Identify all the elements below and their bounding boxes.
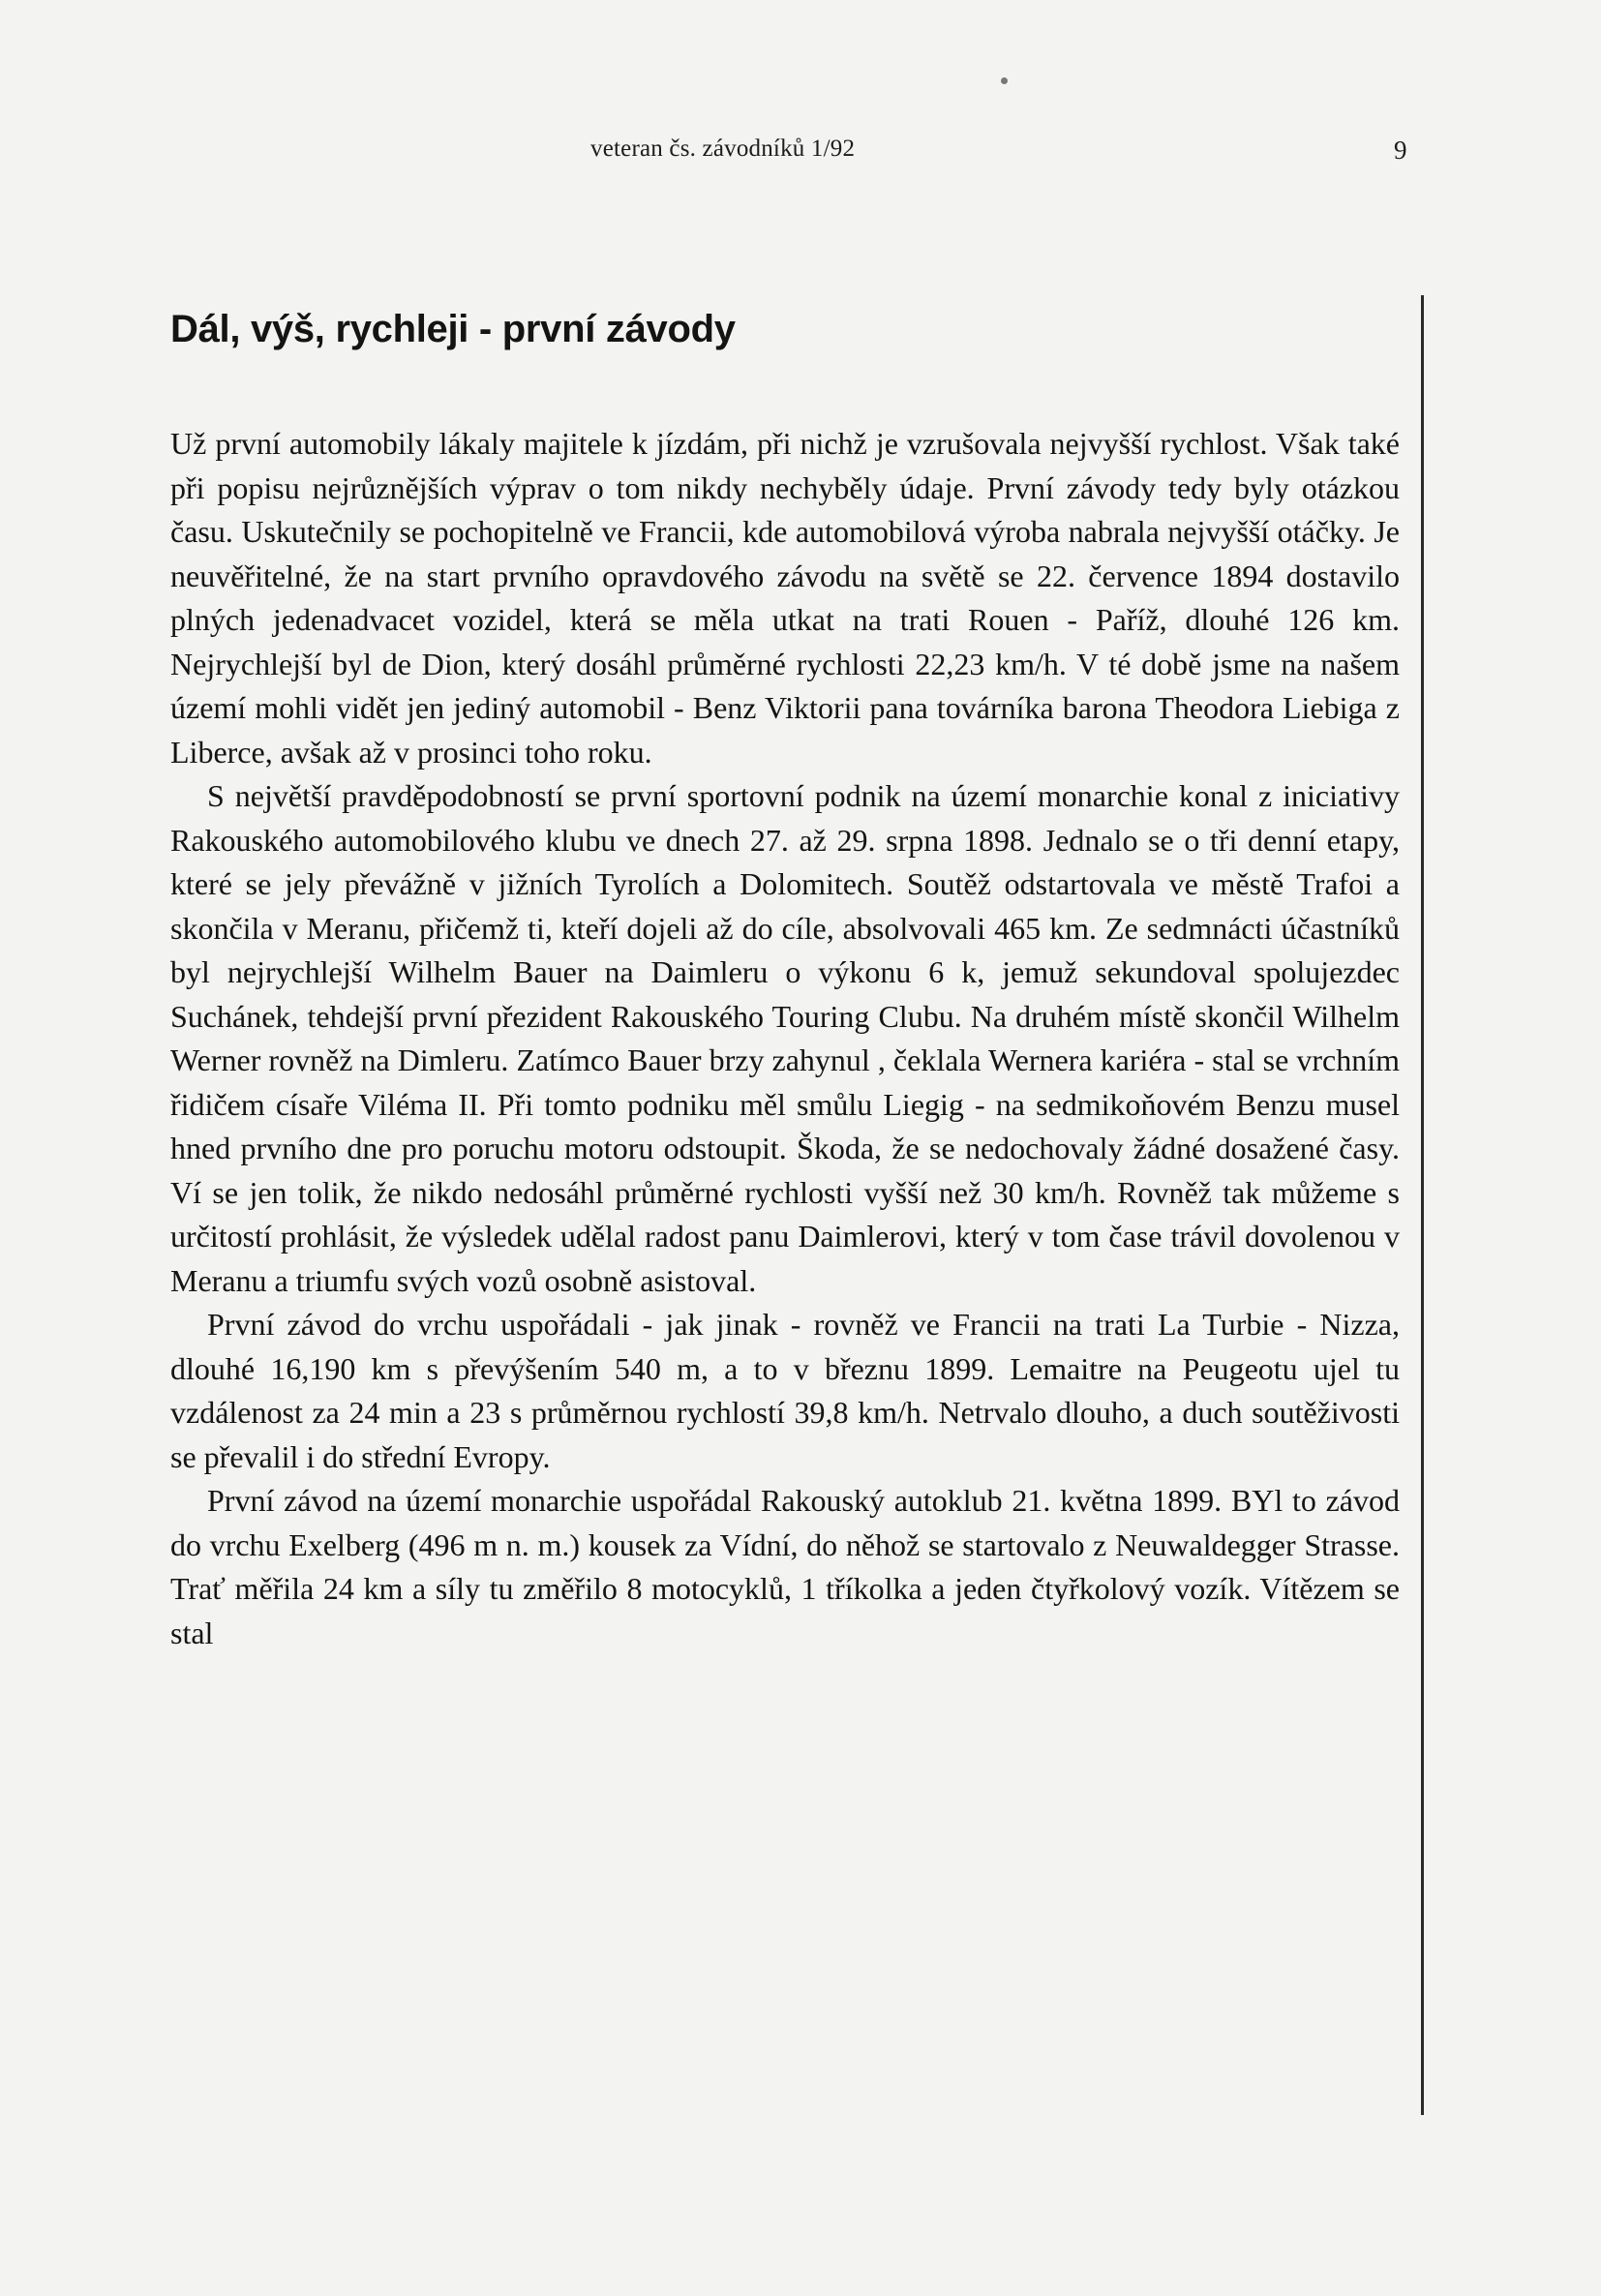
article-body [170,422,1400,1655]
page-number: 9 [1394,136,1407,165]
paragraph: Už první automobily lákaly majitele k jízdám, při nichž je vzrušovala nejvyšší rychlost. Však také při popisu nejrůznějších výprav o tom nikdy nechyběly údaje. První závody tedy byly otázkou času. Uskutečnily se pochopitelně ve Francii, kde automobilová výroba nabrala nejvyšší otáčky. Je neuvěřitelné, že na start prvního opravdového závodu na světě se 22. července 1894 dostavilo plných jedenadvacet vozidel, která se měla utkat na trati Rouen - Paříž, dlouhé 126 km. Nejrychlejší byl de Dion, který dosáhl průměrné rychlosti 22,23 km/h. V té době jsme na našem území mohli vidět jen jediný automobil - Benz Viktorii pana továrníka barona Theodora Liebiga z Liberce, avšak až v prosinci toho roku. [170,426,1400,770]
article-title: Dál, výš, rychleji - první závody [170,308,736,350]
scan-speck [1001,77,1008,84]
margin-rule [1421,295,1424,2115]
paragraph: První závod na území monarchie uspořádal Rakouský autoklub 21. května 1899. BYl to závod do vrchu Exelberg (496 m n. m.) kousek za Vídní, do něhož se startovalo z Neuwaldegger Strasse. Trať měřila 24 km a síly tu změřilo 8 motocyklů, 1 tříkolka a jeden čtyřkolový vozík. Vítězem se stal [170,1483,1400,1650]
paragraph: S největší pravděpodobností se první sportovní podnik na území monarchie konal z iniciativy Rakouského automobilového klubu ve dnech 27. až 29. srpna 1898. Jednalo se o tři denní etapy, které se jely převážně v jižních Tyrolích a Dolomitech. Soutěž odstartovala ve městě Trafoi a skončila v Meranu, přičemž ti, kteří dojeli až do cíle, absolvovali 465 km. Ze sedmnácti účastníků byl nejrychlejší Wilhelm Bauer na Daimleru o výkonu 6 k, jemuž sekundoval spolujezdec Suchánek, tehdejší první přezident Rakouského Touring Clubu. Na druhém místě skončil Wilhelm Werner rovněž na Dimleru. Zatímco Bauer brzy zahynul , čeklala Wernera kariéra - stal se vrchním řidičem císaře Viléma II. Při tomto podniku měl smůlu Liegig - na sedmikoňovém Benzu musel hned prvního dne pro poruchu motoru odstoupit. Škoda, že se nedochovaly žádné dosažené časy. Ví se jen tolik, že nikdo nedosáhl průměrné rychlosti vyšší než 30 km/h. Rovněž tak můžeme s určitostí prohlásit, že výsledek udělal radost panu Daimlerovi, který v tom čase trávil dovolenou v Meranu a triumfu svých vozů osobně asistoval. [170,778,1400,1298]
paragraph: První závod do vrchu uspořádali - jak jinak - rovněž ve Francii na trati La Turbie - Nizza, dlouhé 16,190 km s převýšením 540 m, a to v březnu 1899. Lemaitre na Peugeotu ujel tu vzdálenost za 24 min a 23 s průměrnou rychlostí 39,8 km/h. Netrvalo dlouho, a duch soutěživosti se převalil i do střední Evropy. [170,1307,1400,1474]
running-header: veteran čs. závodníků 1/92 [590,136,856,162]
